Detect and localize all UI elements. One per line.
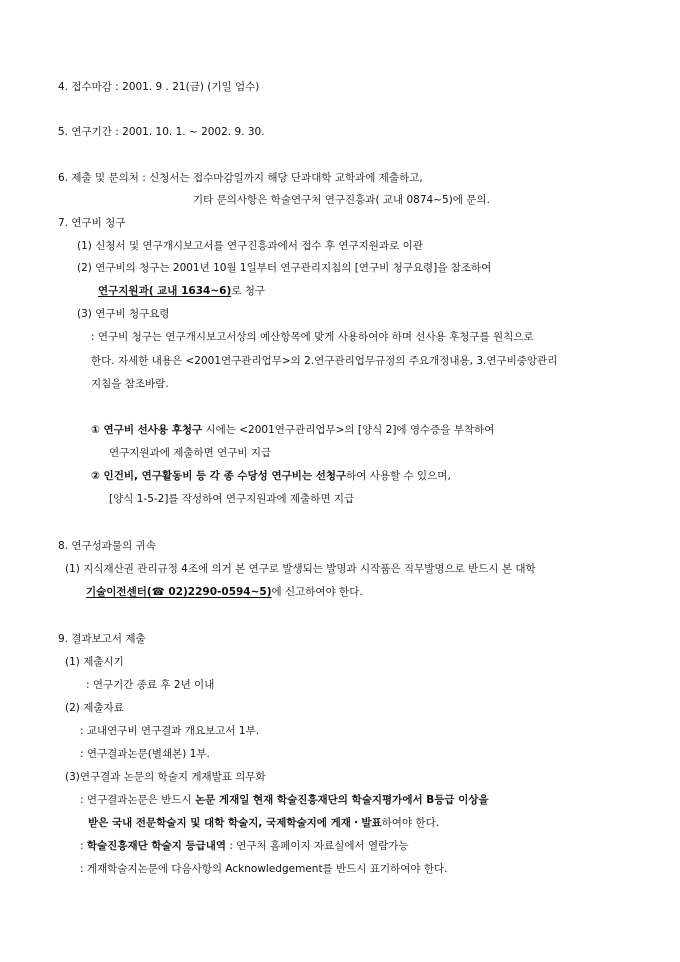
publication-line-3-lead: : [80, 840, 87, 852]
deadline-line: 4. 접수마감 : 2001. 9 . 21(금) (기일 엄수) [58, 81, 260, 93]
claim-guide-line-2: 한다. 자세한 내용은 <2001연구관리업무>의 2.연구관리업무규정의 주요개정내용, 3.연구비중앙관리 [91, 355, 558, 367]
publication-line-2 [88, 816, 439, 830]
circled-item-1 [91, 423, 494, 437]
journal-grade-list: 학술진흥재단 학술지 등급내역 [86, 840, 227, 852]
claim-item-2-office [98, 284, 265, 298]
research-period-line: 5. 연구기간 : 2001. 10. 1. ~ 2002. 9. 30. [58, 126, 265, 138]
submission-line: 6. 제출 및 문의처 : 신청서는 접수마감일까지 해당 단과대학 교학과에 제출하고, [58, 172, 423, 184]
publication-line-1-lead: : 연구결과논문은 반드시 [80, 794, 195, 806]
submission-timing-title: (1) 제출시기 [65, 656, 124, 668]
circled-item-2-rest: 하여 사용할 수 있으며, [346, 470, 451, 482]
circled-item-1-line-2: 연구지원과에 제출하면 연구비 지급 [109, 447, 272, 459]
ip-rule-line-1: (1) 지식재산권 관리규정 4조에 의거 본 연구로 발생되는 발명과 시작품은 직무발명으로 반드시 본 대학 [65, 563, 536, 575]
publication-line-3 [80, 839, 409, 853]
ip-rule-line-2 [86, 585, 363, 599]
section-9-heading: 9. 결과보고서 제출 [58, 633, 146, 645]
circled-item-1-rest: 시에는 <2001연구관리업무>의 [양식 2]에 영수증을 부착하여 [202, 424, 495, 436]
inquiry-line: 기타 문의사항은 학술연구처 연구진흥과( 교내 0874~5)에 문의. [193, 194, 490, 206]
claim-item-2: (2) 연구비의 청구는 2001년 10월 1일부터 연구관리지침의 [연구비 청구요령]을 참조하여 [77, 262, 492, 274]
publication-line-1 [80, 793, 489, 807]
tech-transfer-center: 기술이전센터(☎ 02)2290-0594~5) [86, 586, 272, 598]
publication-line-2-bold: 받은 국내 전문학술지 및 대학 학술지, 국제학술지에 게재・발표 [88, 817, 382, 829]
research-support-office: 연구지원과( 교내 1634~6) [98, 285, 232, 297]
claim-item-3: (3) 연구비 청구요령 [77, 308, 170, 320]
publication-mandate-title: (3)연구결과 논문의 학술지 게재발표 의무화 [65, 771, 266, 783]
publication-line-2-tail: 하여야 한다. [381, 817, 440, 829]
section-8-heading: 8. 연구성과물의 귀속 [58, 540, 156, 552]
circled-item-1-lead: ① 연구비 선사용 후청구 [91, 424, 203, 436]
claim-item-1: (1) 신청서 및 연구개시보고서를 연구진흥과에서 접수 후 연구지원과로 이관 [77, 240, 423, 252]
submission-material-2: : 연구결과논문(별쇄본) 1부. [80, 748, 210, 760]
publication-line-1-bold: 논문 게재일 현재 학술진흥재단의 학술지평가에서 B등급 이상을 [194, 794, 489, 806]
publication-line-3-tail: : 연구처 홈페이지 자료실에서 열람가능 [226, 840, 409, 852]
claim-guide-line-1: : 연구비 청구는 연구개시보고서상의 예산항목에 맞게 사용하여야 하며 선사용 후청구를 원칙으로 [91, 331, 534, 343]
submission-material-1: : 교내연구비 연구결과 개요보고서 1부. [80, 725, 260, 737]
claim-guide-line-3: 지침을 참조바람. [91, 378, 169, 390]
claim-item-2-tail: 로 청구 [231, 285, 266, 297]
circled-item-2-line-2: [양식 1-5-2]를 작성하여 연구지원과에 제출하면 지급 [109, 493, 355, 505]
publication-line-4: : 게재학술지논문에 다음사항의 Acknowledgement를 반드시 표기하여야 한다. [80, 863, 448, 875]
submission-timing-text: : 연구기간 종료 후 2년 이내 [86, 679, 215, 691]
section-7-heading: 7. 연구비 청구 [58, 217, 126, 229]
circled-item-2-lead: ② 인건비, 연구활동비 등 각 종 수당성 연구비는 선청구 [91, 470, 347, 482]
circled-item-2 [91, 469, 451, 483]
ip-rule-line-2-tail: 에 신고하여야 한다. [271, 586, 363, 598]
submission-materials-title: (2) 제출자료 [65, 702, 124, 714]
